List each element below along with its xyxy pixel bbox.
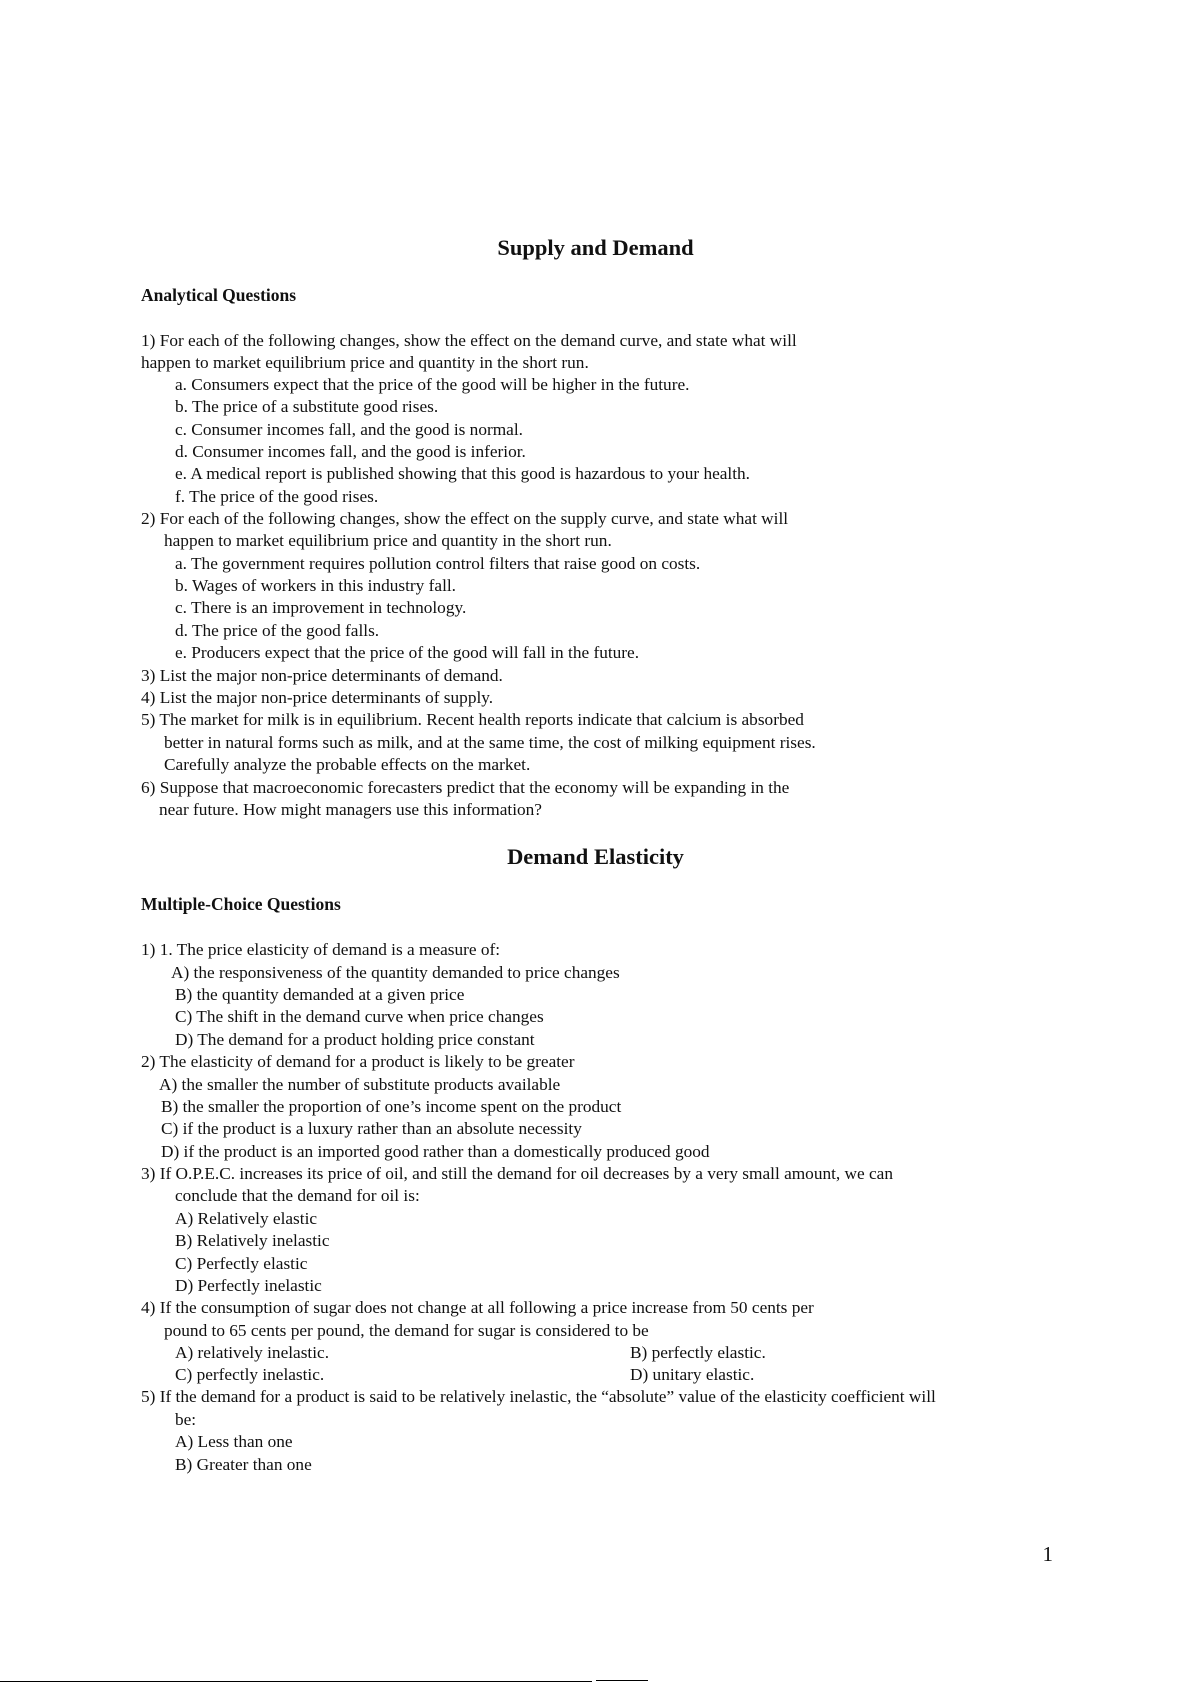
question-subitem: a. Consumers expect that the price of the good will be higher in the future. xyxy=(175,375,690,394)
mcq-option: C) The shift in the demand curve when price changes xyxy=(175,1007,544,1026)
subhead-analytical-questions: Analytical Questions xyxy=(141,285,297,305)
question-line: 6) Suppose that macroeconomic forecasters predict that the economy will be expanding in the xyxy=(141,778,790,797)
question-subitem: d. Consumer incomes fall, and the good is inferior. xyxy=(175,442,526,461)
question-line: 4) List the major non-price determinants of supply. xyxy=(141,688,494,707)
question-line: 5) The market for milk is in equilibrium. Recent health reports indicate that calcium is absorbed xyxy=(141,710,804,729)
mcq-option: A) the smaller the number of substitute products available xyxy=(159,1075,561,1094)
question-subitem: b. The price of a substitute good rises. xyxy=(175,397,439,416)
question-line: better in natural forms such as milk, and at the same time, the cost of milking equipment rises. xyxy=(164,733,816,752)
question-line: happen to market equilibrium price and quantity in the short run. xyxy=(164,531,612,550)
mcq-question: 3) If O.P.E.C. increases its price of oil, and still the demand for oil decreases by a very small amount, we can xyxy=(141,1164,893,1183)
question-line: near future. How might managers use this information? xyxy=(159,800,542,819)
question-line: Carefully analyze the probable effects on the market. xyxy=(164,755,531,774)
mcq-option: A) relatively inelastic. xyxy=(175,1343,330,1362)
mcq-option: A) the responsiveness of the quantity demanded to price changes xyxy=(171,963,620,982)
mcq-question: 1) 1. The price elasticity of demand is a measure of: xyxy=(141,940,501,959)
question-subitem: c. Consumer incomes fall, and the good is normal. xyxy=(175,420,523,439)
question-subitem: c. There is an improvement in technology. xyxy=(175,598,467,617)
question-subitem: d. The price of the good falls. xyxy=(175,621,380,640)
mcq-question: 4) If the consumption of sugar does not change at all following a price increase from 50 cents per xyxy=(141,1298,814,1317)
mcq-option: B) Relatively inelastic xyxy=(175,1231,330,1250)
mcq-option: B) the smaller the proportion of one’s income spent on the product xyxy=(161,1097,622,1116)
page-number: 1 xyxy=(1042,1542,1053,1566)
mcq-option: C) perfectly inelastic. xyxy=(175,1365,325,1384)
mcq-option: D) The demand for a product holding price constant xyxy=(175,1030,535,1049)
question-subitem: a. The government requires pollution control filters that raise good on costs. xyxy=(175,554,701,573)
mcq-question: 2) The elasticity of demand for a product is likely to be greater xyxy=(141,1052,575,1071)
question-subitem: b. Wages of workers in this industry fall. xyxy=(175,576,456,595)
mcq-question: 5) If the demand for a product is said to be relatively inelastic, the “absolute” value of the elasticity coefficient will xyxy=(141,1387,936,1406)
mcq-question-continued: conclude that the demand for oil is: xyxy=(175,1186,420,1205)
mcq-option: D) unitary elastic. xyxy=(630,1365,755,1384)
footer-rule-segment xyxy=(596,1680,648,1681)
question-line: 2) For each of the following changes, show the effect on the supply curve, and state what will xyxy=(141,509,789,528)
question-subitem: f. The price of the good rises. xyxy=(175,487,379,506)
mcq-option: B) Greater than one xyxy=(175,1455,312,1474)
mcq-option: C) Perfectly elastic xyxy=(175,1254,308,1273)
mcq-option: B) the quantity demanded at a given price xyxy=(175,985,465,1004)
mcq-question-continued: be: xyxy=(175,1410,197,1429)
mcq-question-continued: pound to 65 cents per pound, the demand for sugar is considered to be xyxy=(164,1321,649,1340)
mcq-option: D) if the product is an imported good rather than a domestically produced good xyxy=(161,1142,710,1161)
footer-rule xyxy=(0,1681,592,1682)
section-title-demand-elasticity: Demand Elasticity xyxy=(507,844,684,869)
mcq-option: D) Perfectly inelastic xyxy=(175,1276,322,1295)
question-line: happen to market equilibrium price and quantity in the short run. xyxy=(141,353,589,372)
question-line: 1) For each of the following changes, show the effect on the demand curve, and state what will xyxy=(141,331,797,350)
mcq-option: C) if the product is a luxury rather than an absolute necessity xyxy=(161,1119,582,1138)
section-title-supply-demand: Supply and Demand xyxy=(497,235,694,260)
mcq-option: A) Less than one xyxy=(175,1432,293,1451)
question-subitem: e. A medical report is published showing that this good is hazardous to your health. xyxy=(175,464,750,483)
mcq-option: A) Relatively elastic xyxy=(175,1209,318,1228)
subhead-multiple-choice: Multiple-Choice Questions xyxy=(141,894,341,914)
question-line: 3) List the major non-price determinants of demand. xyxy=(141,666,503,685)
question-subitem: e. Producers expect that the price of the good will fall in the future. xyxy=(175,643,640,662)
mcq-option: B) perfectly elastic. xyxy=(630,1343,766,1362)
